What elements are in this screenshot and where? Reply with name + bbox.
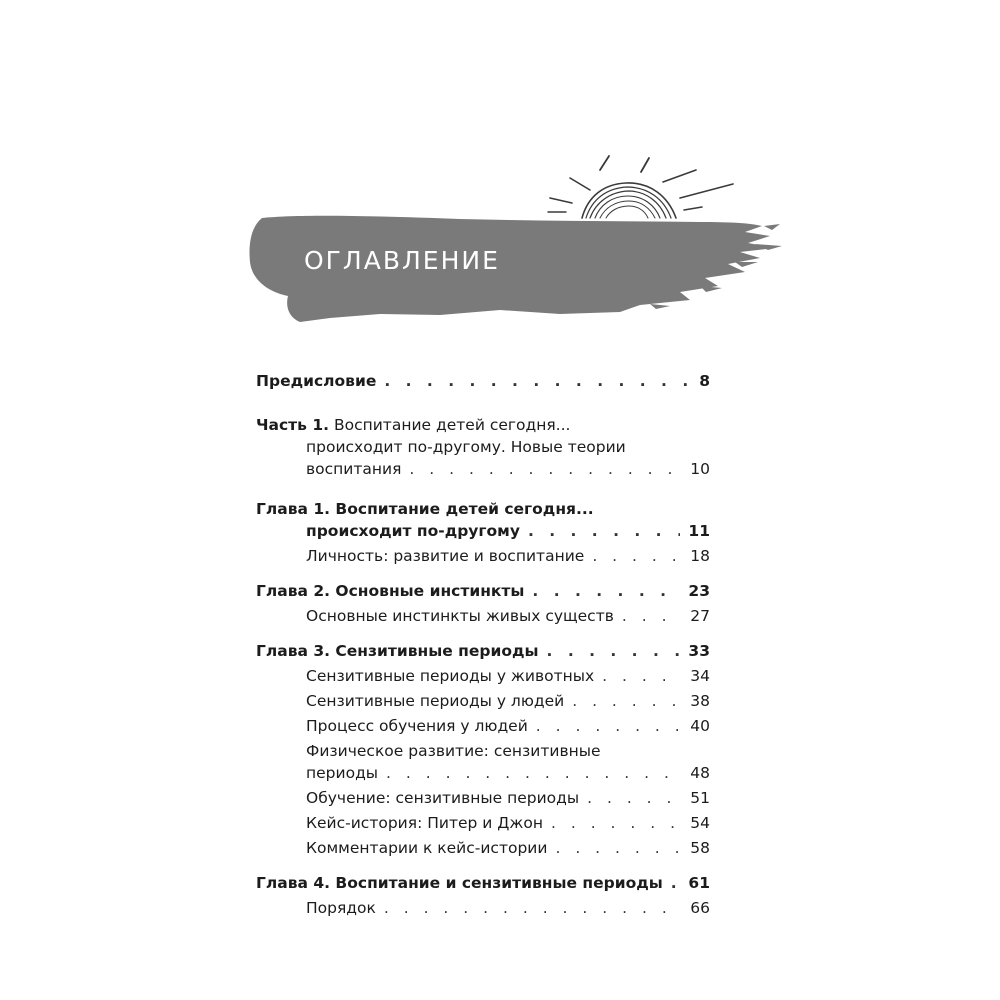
toc-subentry[interactable] (256, 837, 710, 859)
entry-label: Личность: развитие и воспитание (306, 547, 585, 565)
dot-leader (528, 520, 680, 542)
table-of-contents (256, 370, 710, 919)
toc-title: ОГЛАВЛЕНИЕ (304, 246, 500, 275)
page-number: 54 (690, 814, 710, 832)
dot-leader (587, 787, 682, 809)
entry-label: Глава 4. Воспитание и сензитивные периоды (256, 874, 663, 892)
entry-label: Глава 3. Сензитивные периоды (256, 642, 539, 660)
dot-leader (572, 690, 682, 712)
toc-subentry[interactable] (256, 545, 710, 567)
toc-subentry[interactable] (256, 605, 710, 627)
dot-leader (384, 370, 691, 392)
dot-leader (409, 458, 682, 480)
dot-leader (555, 837, 682, 859)
entry-label: Процесс обучения у людей (306, 717, 528, 735)
entry-label: Глава 1. Воспитание детей сегодня... (256, 500, 594, 518)
dot-leader (532, 580, 680, 602)
entry-label: Основные инстинкты живых существ (306, 607, 614, 625)
dot-leader (386, 762, 682, 784)
toc-subentry[interactable] (256, 897, 710, 919)
toc-subentry[interactable] (256, 715, 710, 737)
entry-label-line-2: периоды (306, 764, 379, 782)
toc-entry-chapter-4[interactable] (256, 872, 710, 894)
entry-label: Сензитивные периоды у животных (306, 667, 595, 685)
dot-leader (592, 545, 682, 567)
page-number: 11 (688, 522, 710, 540)
dot-leader (602, 665, 682, 687)
page-number: 66 (690, 899, 710, 917)
toc-subentry[interactable] (256, 787, 710, 809)
page-number: 10 (690, 460, 710, 478)
page-number: 18 (690, 547, 710, 565)
toc-subentry[interactable] (256, 740, 710, 784)
entry-label: Физическое развитие: сензитивные (306, 742, 601, 760)
entry-label: Порядок (306, 899, 376, 917)
page-number: 8 (699, 372, 710, 390)
page-number: 33 (688, 642, 710, 660)
entry-label: Кейс-история: Питер и Джон (306, 814, 543, 832)
dot-leader (536, 715, 682, 737)
page-number: 51 (690, 789, 710, 807)
page-number: 48 (690, 764, 710, 782)
entry-label-part-number: Часть 1. (256, 416, 330, 434)
dot-leader (547, 640, 681, 662)
header-artwork (0, 0, 1000, 360)
entry-label: Обучение: сензитивные периоды (306, 789, 580, 807)
page-number: 27 (690, 607, 710, 625)
toc-subentry[interactable] (256, 690, 710, 712)
page-number: 58 (690, 839, 710, 857)
dot-leader (622, 605, 682, 627)
toc-entry-part-1[interactable] (256, 414, 710, 480)
toc-entry-preface[interactable] (256, 370, 710, 392)
toc-subentry[interactable] (256, 812, 710, 834)
entry-label-line-2: происходит по-другому. Новые теории (306, 438, 626, 456)
page-number: 23 (688, 582, 710, 600)
dot-leader (671, 872, 681, 894)
entry-label: Воспитание детей сегодня... (329, 416, 571, 434)
toc-subentry[interactable] (256, 665, 710, 687)
page-number: 61 (688, 874, 710, 892)
entry-label: Предисловие (256, 372, 377, 390)
dot-leader (384, 897, 682, 919)
sun-sketch-icon (548, 156, 733, 218)
page-number: 38 (690, 692, 710, 710)
toc-entry-chapter-3[interactable] (256, 640, 710, 662)
dot-leader (551, 812, 682, 834)
entry-label-line-3: воспитания (306, 460, 402, 478)
entry-label: Комментарии к кейс-истории (306, 839, 548, 857)
toc-entry-chapter-2[interactable] (256, 580, 710, 602)
entry-label: Глава 2. Основные инстинкты (256, 582, 525, 600)
toc-entry-chapter-1[interactable] (256, 498, 710, 542)
entry-label-line-2: происходит по-другому (306, 522, 520, 540)
page-number: 34 (690, 667, 710, 685)
entry-label: Сензитивные периоды у людей (306, 692, 565, 710)
page-number: 40 (690, 717, 710, 735)
